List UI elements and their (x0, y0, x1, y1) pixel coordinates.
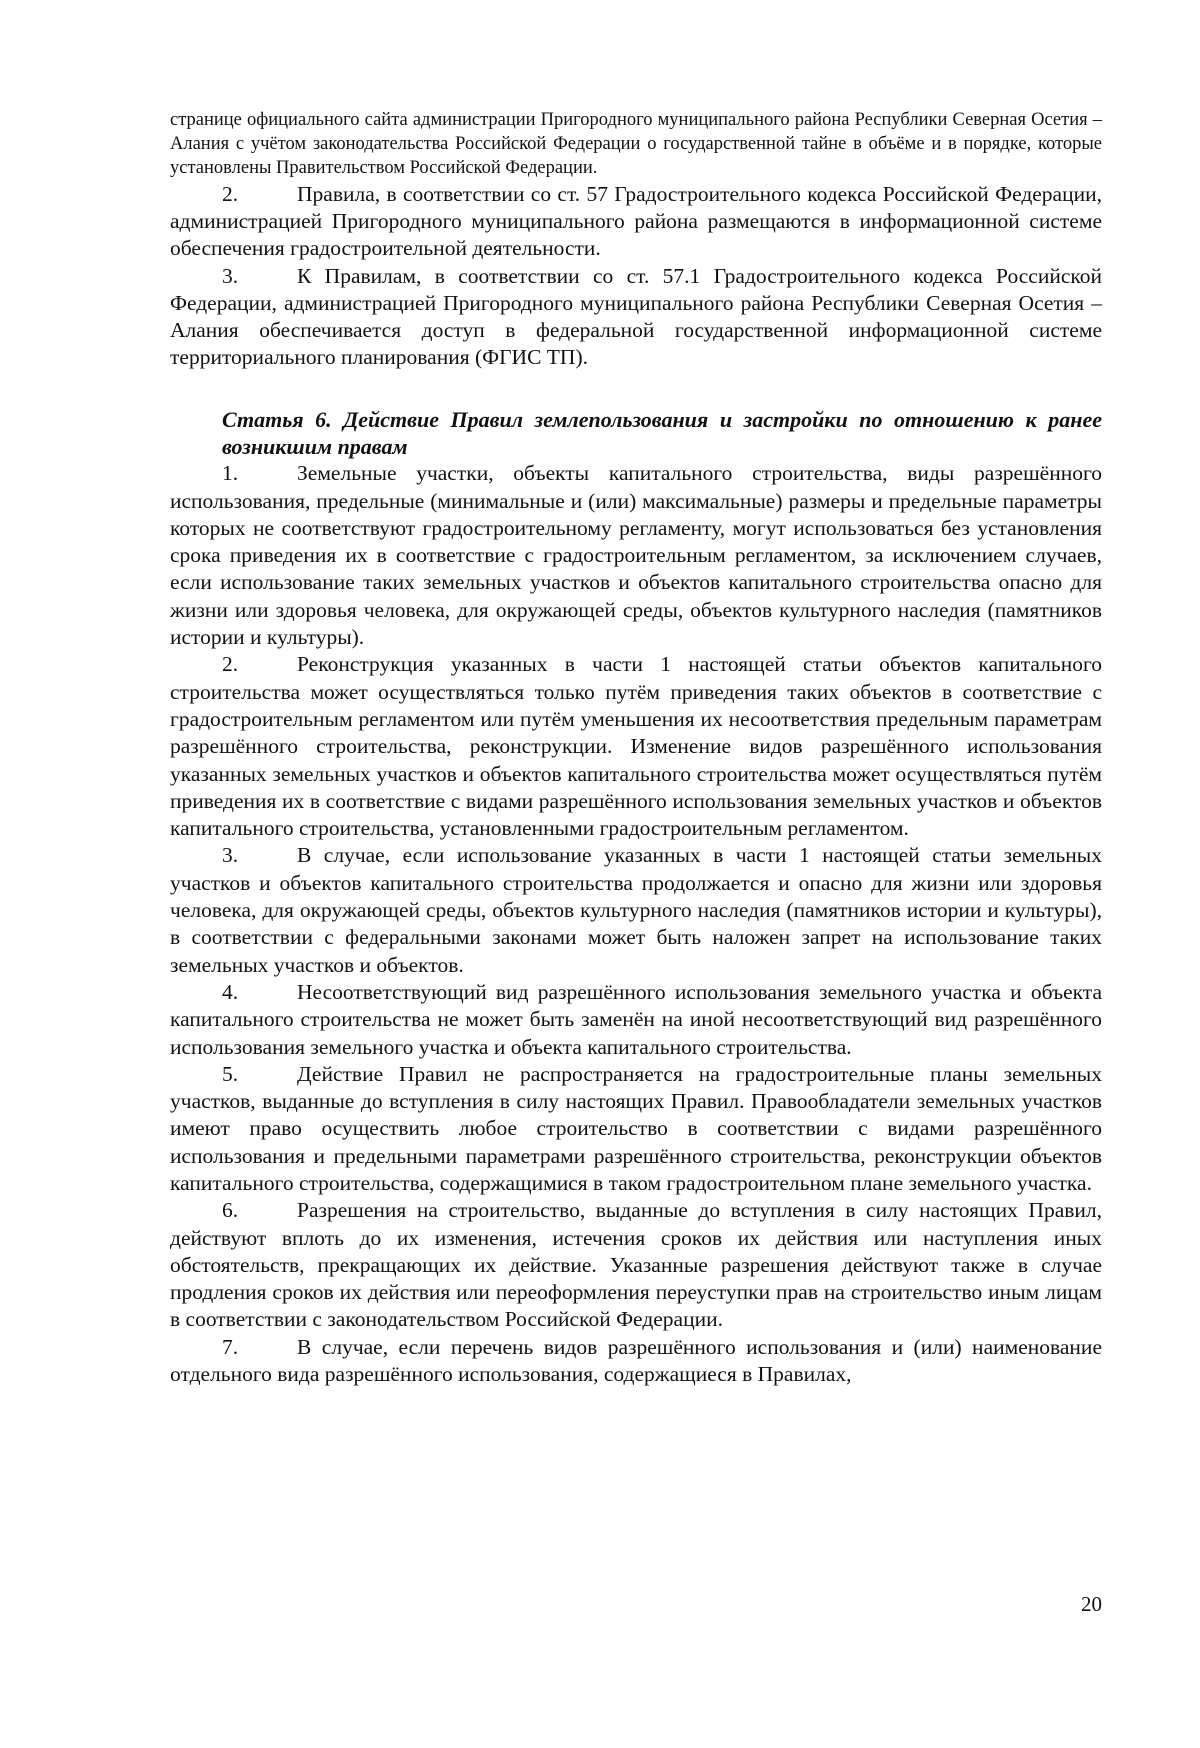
item-text: Реконструкция указанных в части 1 настоящей статьи объектов капитального строительства может осуществляться только путём приведения таких объектов в соответствие с градостроительным регламентом или путём уменьшения их несоответствия предельным параметрам разрешённого строительства, реконструкции. Изменение видов разрешённого использования указанных земельных участков и объектов капитального строительства может осуществляться путём приведения их в соответствие с видами разрешённого использования земельных участков и объектов капитального строительства, установленными градостроительным регламентом. (170, 652, 1102, 841)
article-item-4 (170, 979, 1102, 1061)
article-item-1 (170, 460, 1102, 651)
item-text: Разрешения на строительство, выданные до вступления в силу настоящих Правил, действуют вплоть до их изменения, истечения сроков их действия или наступления иных обстоятельств, прекращающих их действие. Указанные разрешения действуют также в случае продления сроков их действия или переоформления переуступки прав на строительство иным лицам в соответствии с законодательством Российской Федерации. (170, 1198, 1102, 1332)
list-item-2 (170, 181, 1102, 263)
article-item-7 (170, 1334, 1102, 1389)
article-item-6 (170, 1197, 1102, 1333)
item-number: 5. (222, 1061, 239, 1086)
item-text: Правила, в соответствии со ст. 57 Градостроительного кодекса Российской Федерации, администрацией Пригородного муниципального района размещаются в информационной системе обеспечения градостроительной деятельности. (170, 181, 1102, 261)
article-item-3 (170, 842, 1102, 978)
list-item-3 (170, 263, 1102, 372)
article-item-2 (170, 651, 1102, 842)
item-text: Земельные участки, объекты капитального строительства, виды разрешённого использования, предельные (минимальные и (или) максимальные) размеры и предельные параметры которых не соответствуют градостроительному регламенту, могут использоваться без установления срока приведения их в соответствие с градостроительным регламентом, за исключением случаев, если использование таких земельных участков и объектов капитального строительства опасно для жизни или здоровья человека, для окружающей среды, объектов культурного наследия (памятников истории и культуры). (170, 461, 1102, 650)
item-number: 3. (222, 263, 239, 288)
item-text: В случае, если перечень видов разрешённого использования и (или) наименование отдельного вида разрешённого использования, содержащиеся в Правилах, (170, 1334, 1102, 1387)
item-text: В случае, если использование указанных в части 1 настоящей статьи земельных участков и объектов капитального строительства продолжается и опасно для жизни или здоровья человека, для окружающей среды, объектов культурного наследия (памятников истории и культуры), в соответствии с федеральными законами может быть наложен запрет на использование таких земельных участков и объектов. (170, 843, 1102, 977)
item-text: Несоответствующий вид разрешённого использования земельного участка и объекта капитального строительства не может быть заменён на иной несоответствующий вид разрешённого использования земельного участка и объекта капитального строительства. (170, 979, 1102, 1059)
article-item-5 (170, 1061, 1102, 1197)
item-number: 2. (222, 181, 239, 206)
item-number: 2. (222, 652, 239, 677)
item-number: 6. (222, 1198, 239, 1223)
article-heading: Статья 6. Действие Правил землепользования и застройки по отношению к ранее возникшим правам (222, 406, 1102, 459)
intro-paragraph: странице официального сайта администрации Пригородного муниципального района Республики Северная Осетия – Алания с учётом законодательства Российской Федерации о государственной тайне в объёме и в порядке, которые установлены Правительством Российской Федерации. (170, 110, 1102, 179)
page-number: 20 (1081, 1592, 1102, 1616)
item-number: 3. (222, 843, 239, 868)
item-number: 4. (222, 979, 239, 1004)
item-text: К Правилам, в соответствии со ст. 57.1 Градостроительного кодекса Российской Федерации, администрацией Пригородного муниципального района Республики Северная Осетия – Алания обеспечивается доступ в федеральной государственной информационной системе территориального планирования (ФГИС ТП). (170, 263, 1102, 370)
item-number: 1. (222, 461, 239, 486)
document-page (170, 108, 1102, 1388)
item-text: Действие Правил не распространяется на градостроительные планы земельных участков, выданные до вступления в силу настоящих Правил. Правообладатели земельных участков имеют право осуществить любое строительство в соответствии с видами разрешённого использования и предельными параметрами разрешённого строительства, реконструкции объектов капитального строительства, содержащимися в таком градостроительном плане земельного участка. (170, 1061, 1102, 1195)
item-number: 7. (222, 1334, 239, 1359)
